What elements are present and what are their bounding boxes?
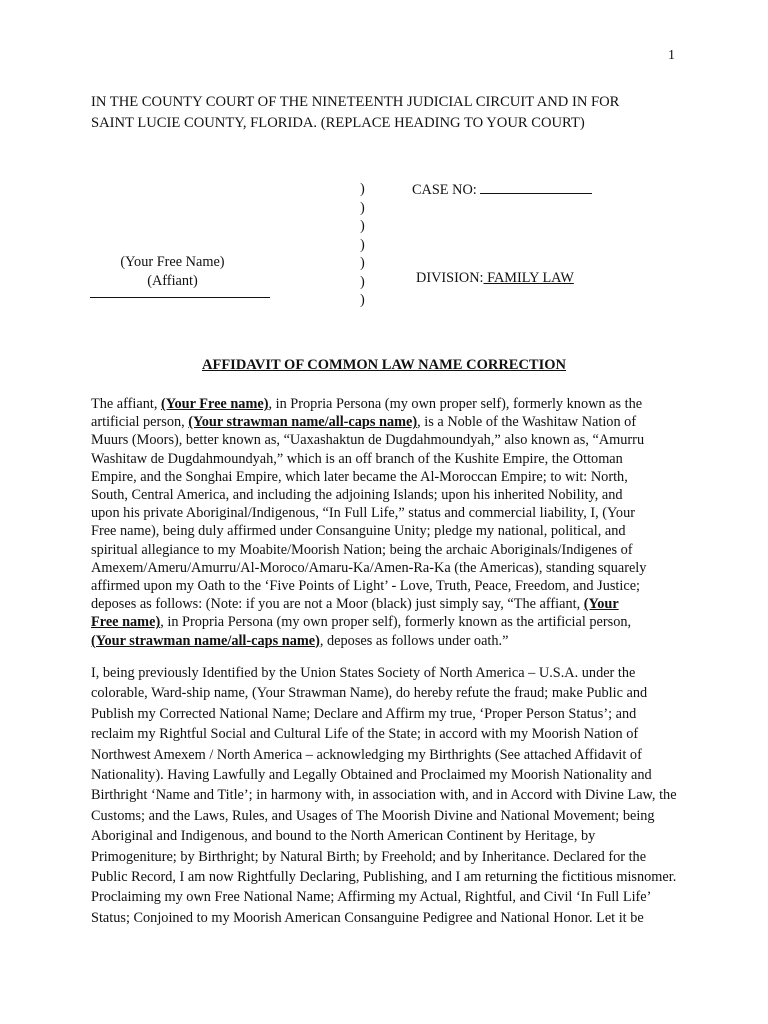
text-line: South, Central America, and including the adjoining Islands; upon his inherited Nobility, and: [91, 487, 623, 504]
free-name-placeholder: (Your: [583, 596, 619, 613]
text-line: Primogeniture; by Birthright; by Natural Birth; by Freehold; and by Inheritance. Declared for the: [91, 848, 647, 865]
free-name-placeholder: Free name): [91, 614, 161, 631]
text-line: Proclaiming my own Free National Name; Affirming my Actual, Rightful, and Civil ‘In Full Life’: [91, 889, 652, 906]
division-label: DIVISION:: [416, 270, 484, 286]
text-line: spiritual allegiance to my Moabite/Moorish Nation; being the archaic Aboriginals/Indigenes of: [91, 541, 633, 558]
text-line: [91, 613, 691, 631]
court-heading-line-1: IN THE COUNTY COURT OF THE NINETEENTH JUDICIAL CIRCUIT AND IN FOR: [91, 94, 620, 110]
strawman-name-placeholder: (Your strawman name/all-caps name): [188, 414, 418, 431]
strawman-name-placeholder: (Your strawman name/all-caps name): [91, 632, 320, 649]
court-heading: [91, 92, 691, 134]
case-number-field: [412, 182, 592, 199]
text-line: Customs; and the Laws, Rules, and Usages of The Moorish Divine and National Movement; being: [91, 807, 655, 824]
text-line: [91, 413, 691, 431]
text-line: [91, 632, 691, 650]
caption-paren: ): [360, 199, 365, 216]
document-title: AFFIDAVIT OF COMMON LAW NAME CORRECTION: [202, 357, 566, 373]
text-line: Birthright ‘Name and Title’; in harmony with, in association with, and in Accord with Divine Law, the: [91, 787, 677, 804]
caption-paren: ): [360, 181, 365, 197]
text-span: I am returning the fictitious misnomer.: [451, 869, 677, 886]
text-span: The affiant,: [91, 396, 161, 412]
text-line: [91, 867, 691, 887]
paragraph-affiant-declaration: [91, 395, 691, 650]
text-line: [91, 595, 691, 613]
page-number: 1: [668, 48, 675, 63]
caption-paren: ): [360, 236, 365, 253]
free-name-placeholder: (Your Free name): [161, 396, 269, 412]
party-signature-line: [90, 285, 270, 298]
text-line: affirmed upon my Oath to the ‘Five Points of Light’ - Love, Truth, Peace, Freedom, and Justice;: [91, 578, 641, 595]
text-line: Muurs (Moors), better known as, “Uaxashaktun de Dugdahmoundyah,” also known as, “Amurru: [91, 432, 645, 449]
text-line: Empire, and the Songhai Empire, which later became the Al-Moroccan Empire; to wit: North,: [91, 468, 628, 485]
case-number-blank: [480, 183, 592, 194]
text-span: , in Propria Persona (my own proper self), formerly known as the: [268, 396, 643, 412]
text-line: Northwest Amexem / North America – acknowledging my Birthrights (See attached Affidavit of: [91, 746, 642, 763]
caption-paren: ): [360, 273, 365, 290]
text-span: , is a Noble of the Washitaw Nation of: [417, 414, 637, 431]
text-line: [91, 395, 691, 413]
caption-paren: ): [360, 255, 365, 271]
division-value: FAMILY LAW: [483, 270, 574, 286]
text-line: Amexem/Ameru/Amurru/Al-Moroco/Amaru-Ka/Amen-Ra-Ka (the Americas), standing squarely: [91, 559, 647, 576]
text-line: Washitaw de Dugdahmoundyah,” which is an off branch of the Kushite Empire, the Ottoman: [91, 450, 623, 467]
case-number-label: CASE NO:: [412, 182, 477, 198]
text-line: Free name), being duly affirmed under Consanguine Unity; pledge my national, political, and: [91, 523, 626, 540]
text-span: deposes as follows: (Note: if you are not a Moor (black) just simply say, “The affiant,: [91, 596, 584, 613]
text-line: Aboriginal and Indigenous, and bound to the North American Continent by Heritage, by: [91, 828, 596, 845]
text-line: Status; Conjoined to my Moorish American Consanguine Pedigree and National Honor. Let it be: [91, 909, 644, 926]
party-role: (Affiant): [147, 272, 198, 289]
text-line: upon his private Aboriginal/Indigenous, “In Full Life,” status and commercial liability, I, (Your: [91, 505, 635, 522]
text-line: reclaim my Rightful Social and Cultural Life of the State; in accord with my Moorish Nation of: [91, 726, 639, 743]
paragraph-name-correction: [91, 663, 691, 928]
text-span: , deposes as follows under oath.”: [319, 632, 509, 649]
case-caption: [90, 180, 650, 310]
text-line: I, being previously Identified by the Union States Society of North America – U.S.A. under the: [91, 665, 636, 681]
text-span: artificial person,: [91, 414, 189, 431]
text-span: , in Propria Persona (my own proper self), formerly known as the artificial person,: [160, 614, 632, 631]
party-free-name: (Your Free Name): [120, 254, 225, 270]
text-line: colorable, Ward-ship name, (Your Strawman Name), do hereby refute the fraud; make Public and: [91, 685, 648, 702]
caption-paren: ): [360, 218, 365, 234]
caption-paren: ): [360, 292, 365, 308]
text-line: Publish my Corrected National Name; Declare and Affirm my true, ‘Proper Person Status’; and: [91, 705, 637, 722]
text-line: Nationality). Having Lawfully and Legally Obtained and Proclaimed my Moorish Nationality and: [91, 767, 652, 784]
division-field: [416, 270, 574, 287]
court-heading-line-2: SAINT LUCIE COUNTY, FLORIDA. (REPLACE HEADING TO YOUR COURT): [91, 115, 585, 131]
text-span: Public Record, I am now Rightfully Declaring, Publishing, and: [91, 869, 452, 886]
